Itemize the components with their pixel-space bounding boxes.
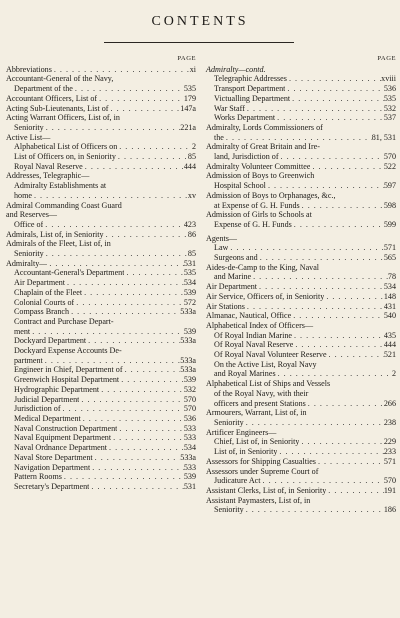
entry-text: Admiralty— <box>6 258 48 268</box>
index-entry <box>6 230 196 240</box>
entry-page-number: 597 <box>383 181 396 191</box>
entry-text: Naval Ordnance Department <box>14 443 108 453</box>
index-entry <box>206 94 396 104</box>
entry-text: and Royal Marines <box>214 369 276 379</box>
entry-text: Admirals, List of, in Seniority <box>6 229 104 239</box>
entry-text: Seniority <box>14 249 44 259</box>
index-entry <box>206 476 396 486</box>
entry-text: Seniority <box>214 505 244 515</box>
entry-page-number: 533a <box>180 307 196 317</box>
entry-page-number: 537 <box>383 113 396 123</box>
entry-page-number: 78 <box>387 272 396 282</box>
index-entry: Admiralty of Great Britain and Ire- <box>206 142 320 152</box>
index-entry: Alphabetical List of Ships and Vessels <box>206 379 331 389</box>
index-entry: Assistant Paymasters, List of, in <box>206 495 311 505</box>
entry-text: Of Royal Indian Marine <box>214 330 292 340</box>
entry-page-number: 186 <box>383 505 396 515</box>
entry-text: Air Department <box>206 282 258 292</box>
entry-page-number: 535 <box>183 268 196 278</box>
index-entry: Admiralty Establishments at <box>14 181 107 191</box>
right-entries <box>206 74 396 515</box>
entry-text: Telegraphic Addresses <box>214 74 287 84</box>
entry-text: home <box>14 190 32 200</box>
entry-page-number: 533a <box>180 365 196 375</box>
dot-leader <box>62 472 184 482</box>
index-entry <box>6 365 196 375</box>
dot-leader <box>224 133 372 143</box>
entry-page-number: 539 <box>183 287 196 297</box>
entry-text: Air Service, Officers of, in Seniority <box>206 291 325 301</box>
index-entry <box>6 84 196 94</box>
dot-leader <box>279 152 384 162</box>
page-title: CONTENTS <box>151 14 249 29</box>
entry-text: officers and present Stations <box>214 398 306 408</box>
entry-page-number: 571 <box>383 456 396 466</box>
dot-leader <box>65 278 184 288</box>
entry-text: Victualling Department <box>214 93 291 103</box>
entry-text: land, Jurisdiction of <box>214 152 279 162</box>
entry-text: Seniority <box>14 122 44 132</box>
index-entry <box>206 84 396 94</box>
entry-page-number: 535 <box>183 84 196 94</box>
dot-leader <box>291 311 384 321</box>
entry-page-number: 179 <box>183 93 196 103</box>
index-entry <box>6 162 196 172</box>
index-entry <box>206 369 396 379</box>
index-entry <box>206 505 396 515</box>
dot-leader <box>104 230 188 240</box>
dot-leader <box>326 486 384 496</box>
entry-text: Judicature Act <box>214 476 261 486</box>
dot-leader <box>287 74 381 84</box>
entry-page-number: 444 <box>383 340 396 350</box>
index-entry <box>206 457 396 467</box>
index-entry <box>6 433 196 443</box>
entry-page-number: 221a <box>180 122 196 132</box>
entry-text: Surgeons and <box>214 253 258 263</box>
index-entry: Admiralty, Lords Commissioners of <box>206 122 323 132</box>
dot-leader <box>79 395 183 405</box>
right-page-label: PAGE <box>377 55 396 62</box>
index-entry <box>206 162 396 172</box>
entry-page-number: 534 <box>383 282 396 292</box>
entry-text: List of Officers on, in Seniority <box>14 152 116 162</box>
entry-page-number: 85 <box>187 249 196 259</box>
entry-text: Secretary's Department <box>14 481 90 491</box>
entry-text: and Marine <box>214 272 252 282</box>
index-entry <box>6 327 196 337</box>
index-entry: Addresses, Telegraphic— <box>6 171 90 181</box>
entry-page-number: 571 <box>383 243 396 253</box>
entry-page-number: 521 <box>383 350 396 360</box>
index-entry <box>6 375 196 385</box>
dot-leader <box>43 220 184 230</box>
entry-text: Law <box>214 243 229 253</box>
index-entry <box>6 142 196 152</box>
entry-text: Assessors for Shipping Casualties <box>206 456 316 466</box>
dot-leader <box>90 463 184 473</box>
dot-leader <box>74 298 184 308</box>
entry-text: the <box>214 132 224 142</box>
entry-text: Accountant Officers, List of <box>6 93 98 103</box>
index-entry: Admission of Boys to Greenwich <box>206 171 315 181</box>
left-column <box>6 54 196 492</box>
entry-text: Office of <box>14 219 44 229</box>
title-rule <box>104 42 294 43</box>
index-entry <box>6 463 196 473</box>
index-entry <box>6 453 196 463</box>
entry-text: Department of the <box>14 84 73 94</box>
index-entry <box>6 259 196 269</box>
entry-text: Jurisdiction of <box>14 404 61 414</box>
entry-page-number: 148 <box>383 291 396 301</box>
entry-page-number: 540 <box>383 311 396 321</box>
dot-leader <box>261 476 384 486</box>
dot-leader <box>285 84 383 94</box>
dot-leader <box>244 418 384 428</box>
entry-text: Colonial Courts of <box>14 297 75 307</box>
index-entry: Admission of Girls to Schools at <box>206 210 312 220</box>
dot-leader <box>245 104 384 114</box>
entry-text: Navigation Department <box>14 462 91 472</box>
entry-page-number: xi <box>189 64 196 74</box>
dot-leader <box>86 336 180 346</box>
entry-text: Medical Department <box>14 414 81 423</box>
index-entry: Active List— <box>6 132 51 142</box>
index-entry <box>206 302 396 312</box>
entry-text: Naval Equipment Department <box>14 433 112 443</box>
left-page-label: PAGE <box>177 55 196 62</box>
dot-leader <box>81 414 184 424</box>
index-entry <box>6 298 196 308</box>
entry-text: Acting Sub-Lieutenants, List of <box>6 103 109 113</box>
dot-leader <box>275 113 384 123</box>
dot-leader <box>69 307 180 317</box>
entry-page-number: 570 <box>383 476 396 486</box>
index-entry <box>6 482 196 492</box>
dot-leader <box>123 365 181 375</box>
entry-page-number: 533 <box>183 462 196 472</box>
entry-text: Judicial Department <box>14 394 80 404</box>
dot-leader <box>316 457 384 467</box>
index-entry <box>6 278 196 288</box>
entry-text: Accountant-General's Department <box>14 268 125 278</box>
entry-text: Assistant Clerks, List of, in Seniority <box>206 485 327 495</box>
index-entry <box>206 220 396 230</box>
dot-leader <box>277 447 383 457</box>
entry-page-number: 536 <box>383 84 396 94</box>
index-entry <box>206 350 396 360</box>
entry-page-number: 266 <box>383 398 396 408</box>
index-entry <box>206 74 396 84</box>
entry-page-number: 85 <box>187 152 196 162</box>
entry-text: Of Royal Naval Reserve <box>214 340 294 350</box>
index-entry: Alphabetical Index of Officers— <box>206 320 314 330</box>
entry-page-number: xviii <box>381 74 396 84</box>
index-entry: Assessors under Supreme Court of <box>206 466 319 476</box>
index-entry <box>6 356 196 366</box>
dot-leader <box>292 220 384 230</box>
dot-leader <box>117 142 192 152</box>
entry-text: Naval Store Department <box>14 452 93 462</box>
entry-page-number: 535 <box>383 93 396 103</box>
index-entry <box>6 385 196 395</box>
entry-text: Naval Construction Department <box>14 423 118 433</box>
entry-text: Air Department <box>14 278 66 288</box>
entry-page-number: 444 <box>183 161 196 171</box>
index-entry <box>206 201 396 211</box>
dot-leader <box>73 84 184 94</box>
dot-leader <box>44 249 188 259</box>
dot-leader <box>124 268 183 278</box>
entry-text: Alphabetical List of Officers on <box>14 142 118 152</box>
entry-text: Greenwich Hospital Department <box>14 375 120 385</box>
entry-page-number: 191 <box>383 485 396 495</box>
entry-page-number: 599 <box>383 219 396 229</box>
right-column <box>206 54 396 515</box>
index-entry <box>206 340 396 350</box>
entry-text: Of Royal Naval Volunteer Reserve <box>214 350 327 360</box>
entry-page-number: 522 <box>383 161 396 171</box>
entry-text: Expense of G. H. Funds <box>214 219 292 229</box>
index-entry <box>6 268 196 278</box>
entry-page-number: 539 <box>183 375 196 385</box>
dot-leader <box>245 302 384 312</box>
dot-leader <box>327 350 384 360</box>
dot-leader <box>30 327 184 337</box>
index-entry: Admiral Commanding Coast Guard <box>6 200 122 210</box>
dot-leader <box>119 375 184 385</box>
index-entry <box>6 191 196 201</box>
dot-leader <box>109 104 181 114</box>
index-entry <box>206 399 396 409</box>
left-entries <box>6 65 196 492</box>
entry-text: Chaplain of the Fleet <box>14 287 83 297</box>
entry-text: Dockyard Department <box>14 336 87 346</box>
index-entry: Artificer Engineers— <box>206 427 277 437</box>
index-entry <box>6 472 196 482</box>
entry-text: Air Stations <box>206 301 245 311</box>
entry-page-number: 531 <box>183 481 196 491</box>
dot-leader <box>97 94 184 104</box>
entry-page-number: 533 <box>183 423 196 433</box>
entry-text: Admiralty Volunteer Committee <box>206 161 311 171</box>
entry-page-number: 534 <box>183 278 196 288</box>
dot-leader <box>276 369 392 379</box>
entry-page-number: 86 <box>187 229 196 239</box>
dot-leader <box>306 399 384 409</box>
dot-leader <box>228 243 383 253</box>
entry-page-number: 533a <box>180 355 196 365</box>
dot-leader <box>44 123 181 133</box>
entry-text: War Staff <box>214 103 245 113</box>
index-entry <box>206 133 396 143</box>
entry-page-number: 229 <box>383 437 396 447</box>
entry-text: Compass Branch <box>14 307 70 317</box>
dot-leader <box>117 424 183 434</box>
index-entry <box>206 418 396 428</box>
entry-text: Chief, List of, in Seniority <box>214 437 300 447</box>
index-entry: Armourers, Warrant, List of, in <box>206 408 307 418</box>
entry-page-number: 2 <box>391 369 396 379</box>
index-entry: Contract and Purchase Depart- <box>14 316 114 326</box>
entry-text: Hydrographic Department <box>14 384 100 394</box>
entry-text: Abbreviations <box>6 64 52 74</box>
index-entry <box>6 65 196 75</box>
entry-text: partment <box>14 355 43 365</box>
entry-text: Engineer in Chief, Department of <box>14 365 123 375</box>
entry-page-number: 572 <box>183 297 196 307</box>
entry-page-number: 533a <box>180 452 196 462</box>
index-entry <box>6 104 196 114</box>
dot-leader <box>244 505 384 515</box>
dot-leader <box>93 453 181 463</box>
dot-leader <box>82 288 184 298</box>
index-entry <box>206 486 396 496</box>
dot-leader <box>83 162 184 172</box>
index-entry: Accountant-General of the Navy, <box>6 74 114 84</box>
index-entry <box>206 437 396 447</box>
dot-leader <box>266 181 384 191</box>
dot-leader <box>89 482 183 492</box>
index-entry <box>206 272 396 282</box>
index-entry <box>206 447 396 457</box>
dot-leader <box>32 191 188 201</box>
index-entry <box>206 113 396 123</box>
index-entry: of the Royal Navy, with their <box>214 388 309 398</box>
index-entry <box>206 152 396 162</box>
dot-leader <box>111 433 184 443</box>
index-entry: Dockyard Expense Accounts De- <box>14 346 122 356</box>
entry-page-number: 423 <box>183 219 196 229</box>
index-entry <box>6 424 196 434</box>
index-entry <box>206 104 396 114</box>
entry-text: Seniority <box>214 418 244 427</box>
dot-leader <box>324 292 384 302</box>
index-entry <box>206 253 396 263</box>
entry-text: Pattern Rooms <box>14 472 62 482</box>
dot-leader <box>116 152 188 162</box>
entry-page-number: 539 <box>183 326 196 336</box>
entry-page-number: 598 <box>383 200 396 210</box>
entry-page-number: 565 <box>383 253 396 263</box>
entry-text: at Expense of G. H. Funds <box>214 200 300 210</box>
dot-leader <box>257 282 384 292</box>
index-entry <box>6 249 196 259</box>
entry-page-number: 147a <box>180 103 196 113</box>
entry-page-number: 532 <box>383 103 396 113</box>
index-entry <box>206 311 396 321</box>
entry-page-number: 532 <box>183 384 196 394</box>
index-entry <box>206 181 396 191</box>
entry-page-number: 531 <box>183 258 196 268</box>
index-entry <box>6 414 196 424</box>
entry-page-number: 570 <box>383 152 396 162</box>
dot-leader <box>107 443 184 453</box>
dot-leader <box>47 259 183 269</box>
index-entry <box>6 336 196 346</box>
dot-leader <box>290 94 384 104</box>
index-entry <box>6 443 196 453</box>
dot-leader <box>300 201 384 211</box>
dot-leader <box>299 437 383 447</box>
index-entry <box>6 288 196 298</box>
entry-text: ment <box>14 326 31 336</box>
entry-page-number: 2 <box>191 142 196 152</box>
index-entry <box>206 243 396 253</box>
dot-leader <box>251 272 388 282</box>
entry-text: Works Department <box>214 113 276 123</box>
index-entry: Admirals of the Fleet, List of, in <box>6 239 111 249</box>
index-entry <box>206 331 396 341</box>
entry-page-number: 534 <box>183 443 196 453</box>
entry-page-number: 81, 531 <box>371 132 396 142</box>
dot-leader <box>99 385 184 395</box>
entry-page-number: 570 <box>183 404 196 414</box>
index-entry: On the Active List, Royal Navy <box>214 359 317 369</box>
index-entry: Admission of Boys to Orphanages, &c., <box>206 190 336 200</box>
entry-page-number: 238 <box>383 418 396 427</box>
index-entry <box>206 292 396 302</box>
dot-leader <box>258 253 384 263</box>
entry-page-number: xv <box>187 190 196 200</box>
index-entry <box>206 282 396 292</box>
entry-page-number: 536 <box>183 414 196 423</box>
index-entry: Agents— <box>206 233 238 243</box>
right-column-heading: Admiralty—contd. <box>206 64 266 74</box>
dot-leader <box>43 356 180 366</box>
entry-page-number: 431 <box>383 301 396 311</box>
index-entry <box>6 395 196 405</box>
index-entry <box>6 220 196 230</box>
dot-leader <box>292 331 384 341</box>
entry-page-number: 570 <box>183 394 196 404</box>
index-entry <box>6 404 196 414</box>
entry-text: Royal Naval Reserve <box>14 161 83 171</box>
entry-page-number: 533a <box>180 336 196 346</box>
entry-page-number: 233 <box>383 447 396 457</box>
entry-page-number: 539 <box>183 472 196 482</box>
index-entry: and Reserves— <box>6 210 58 220</box>
index-entry <box>6 123 196 133</box>
entry-page-number: 435 <box>383 330 396 340</box>
entry-text: List of, in Seniority <box>214 447 278 457</box>
index-entry: Aides-de-Camp to the King, Naval <box>206 262 320 272</box>
entry-text: Almanac, Nautical, Office <box>206 311 292 321</box>
entry-page-number: 533 <box>183 433 196 443</box>
entry-text: Transport Department <box>214 84 286 94</box>
index-entry: Acting Warrant Officers, List of, in <box>6 113 120 123</box>
entry-text: Hospital School <box>214 181 266 191</box>
dot-leader <box>61 404 184 414</box>
dot-leader <box>293 340 384 350</box>
dot-leader <box>310 162 383 172</box>
index-entry <box>6 307 196 317</box>
index-entry <box>6 152 196 162</box>
index-entry <box>6 94 196 104</box>
dot-leader <box>52 65 190 75</box>
